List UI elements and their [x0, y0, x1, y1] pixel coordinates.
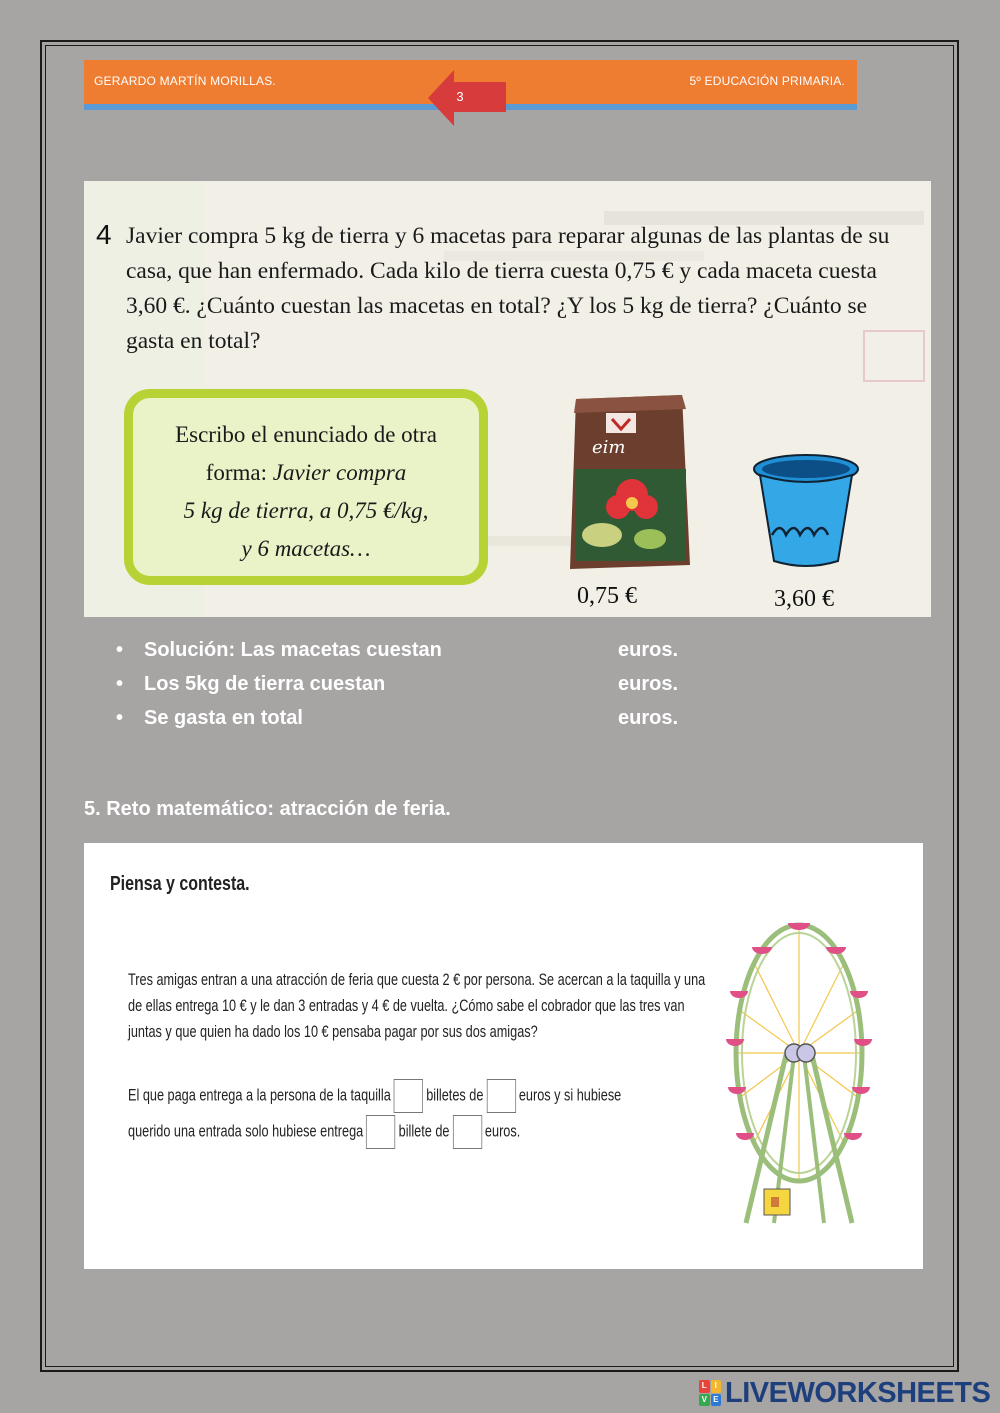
solution-unit: euros.	[618, 639, 679, 661]
hint-line-2-italic: Javier compra	[272, 460, 407, 485]
solution-label-pots: Solución: Las macetas cuestan	[144, 639, 442, 661]
solution-label-total: Se gasta en total	[144, 707, 303, 729]
hint-box	[124, 389, 488, 585]
fair-statement: Tres amigas entran a una atracción de feria que cuesta 2 € por persona. Se acercan a la taquilla y una de ellas entrega 10 € y le dan 3 entradas y 4 € de vuelta. ¿Cómo sabe el cobrador que las tres van juntas y que quien ha dado los 10 € pensaba pagar por sus dos amigas?	[128, 971, 706, 1041]
hint-line-4	[133, 530, 479, 568]
problem-number: 4	[96, 219, 112, 250]
liveworksheets-icon	[699, 1380, 721, 1406]
answer-box-bill-count[interactable]	[394, 1079, 423, 1113]
hint-line-2-plain: forma:	[205, 460, 273, 485]
ferris-wheel-icon	[724, 905, 874, 1235]
solution-unit: euros.	[618, 673, 679, 695]
page-number: 3	[456, 89, 464, 104]
fair-title: Piensa y contesta.	[110, 873, 250, 895]
answer-line-2	[128, 1115, 520, 1149]
pot-price: 3,60 €	[774, 586, 834, 612]
icon-letter: V	[699, 1394, 710, 1407]
solution-unit: euros.	[618, 707, 679, 729]
flower-pot-icon	[750, 449, 862, 569]
bullet: •	[116, 639, 124, 661]
answer-2-text-c: euros.	[484, 1122, 521, 1141]
answer-box-single-value[interactable]	[453, 1115, 482, 1149]
soil-price: 0,75 €	[577, 583, 637, 609]
hint-line-1: Escribo el enunciado de otra	[175, 422, 437, 447]
author-name: GERARDO MARTÍN MORILLAS.	[94, 74, 276, 88]
bag-brand-text: eim	[592, 437, 626, 458]
hint-line-4-italic: y 6 macetas…	[241, 536, 371, 561]
answer-box-single-count[interactable]	[366, 1115, 395, 1149]
answer-line-1	[128, 1079, 621, 1113]
answer-1-text-b: billetes de	[426, 1086, 484, 1105]
answer-2-text-a: querido una entrada solo hubiese entrega	[128, 1122, 364, 1141]
solution-label-soil: Los 5kg de tierra cuestan	[144, 673, 386, 695]
problem-4-image	[84, 181, 931, 617]
hint-line-3	[133, 492, 479, 530]
icon-letter: E	[711, 1394, 722, 1407]
section-5-title: 5. Reto matemático: atracción de feria.	[84, 798, 451, 820]
bullet: •	[116, 673, 124, 695]
bullet: •	[116, 707, 124, 729]
hint-line-2	[133, 454, 479, 492]
icon-letter: L	[699, 1380, 710, 1393]
answer-1-text-c: euros y si hubiese	[518, 1086, 622, 1105]
hint-text	[133, 416, 479, 568]
hint-line-3-italic: 5 kg de tierra, a 0,75 €/kg,	[183, 498, 429, 523]
icon-letter: I	[711, 1380, 722, 1393]
answer-box-bill-value[interactable]	[486, 1079, 515, 1113]
answer-1-text-a: El que paga entrega a la persona de la taquilla	[128, 1086, 391, 1105]
liveworksheets-logo[interactable]	[699, 1378, 990, 1408]
problem-statement: Javier compra 5 kg de tierra y 6 macetas para reparar algunas de las plantas de su casa, que han enfermado. Cada kilo de tierra cuesta 0,75 € y cada maceta cuesta 3,60 €. ¿Cuánto cuestan las macetas en total? ¿Y los 5 kg de tierra? ¿Cuánto se gasta en total?	[126, 223, 890, 354]
fair-problem-panel	[84, 843, 923, 1269]
course-name: 5º EDUCACIÓN PRIMARIA.	[689, 74, 845, 88]
answer-2-text-b: billete de	[398, 1122, 450, 1141]
liveworksheets-brand: LIVEWORKSHEETS	[725, 1376, 991, 1409]
soil-bag-icon	[562, 389, 702, 571]
